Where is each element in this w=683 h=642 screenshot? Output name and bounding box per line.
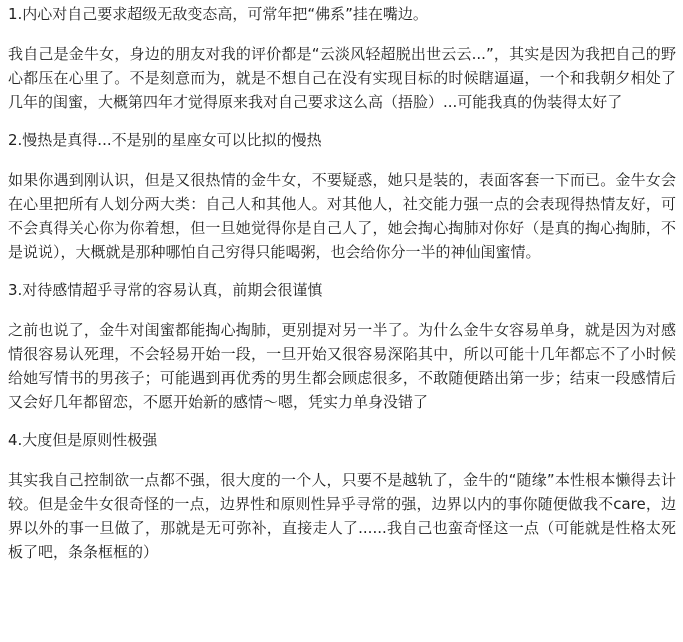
section-heading: 2.慢热是真得...不是别的星座女可以比拟的慢热 — [8, 131, 322, 149]
section-1 — [8, 2, 676, 114]
section-heading: 3.对待感情超乎寻常的容易认真，前期会很谨慎 — [8, 281, 323, 299]
section-paragraph: 如果你遇到刚认识，但是又很热情的金牛女，不要疑惑，她只是装的，表面客套一下而已。金牛女会在心里把所有人划分两大类：自己人和其他人。对其他人，社交能力强一点的会表现得热情友好，可不会真得关心你为你着想，但一旦她觉得你是自己人了，她会掏心掏肺对你好（是真的掏心掏肺，不是说说），大概就是那种哪怕自己穷得只能喝粥，也会给你分一半的神仙闺蜜情。 — [8, 171, 676, 261]
section-2 — [8, 128, 676, 264]
section-paragraph: 我自己是金牛女，身边的朋友对我的评价都是“云淡风轻超脱出世云云...”，其实是因为我把自己的野心都压在心里了。不是刻意而为，就是不想自己在没有实现目标的时候瞎逼逼，一个和我朝夕相处了几年的闺蜜，大概第四年才觉得原来我对自己要求这么高（捂脸）...可能我真的伪装得太好了 — [8, 45, 676, 111]
section-heading: 1.内心对自己要求超级无敌变态高，可常年把“佛系”挂在嘴边。 — [8, 5, 428, 23]
section-heading: 4.大度但是原则性极强 — [8, 431, 158, 449]
section-paragraph: 之前也说了，金牛对闺蜜都能掏心掏肺，更别提对另一半了。为什么金牛女容易单身，就是因为对感情很容易认死理，不会轻易开始一段，一旦开始又很容易深陷其中，所以可能十几年都忘不了小时候给她写情书的男孩子；可能遇到再优秀的男生都会顾虑很多，不敢随便踏出第一步；结束一段感情后又会好几年都留恋，不愿开始新的感情～嗯，凭实力单身没错了 — [8, 321, 676, 411]
article — [8, 0, 676, 564]
section-paragraph: 其实我自己控制欲一点都不强，很大度的一个人，只要不是越轨了，金牛的“随缘”本性根本懒得去计较。但是金牛女很奇怪的一点，边界性和原则性异乎寻常的强，边界以内的事你随便做我不care，边界以外的事一旦做了，那就是无可弥补，直接走人了......我自己也蛮奇怪这一点（可能就是性格太死板了吧，条条框框的） — [8, 471, 676, 561]
section-3 — [8, 278, 676, 414]
section-4 — [8, 428, 676, 564]
